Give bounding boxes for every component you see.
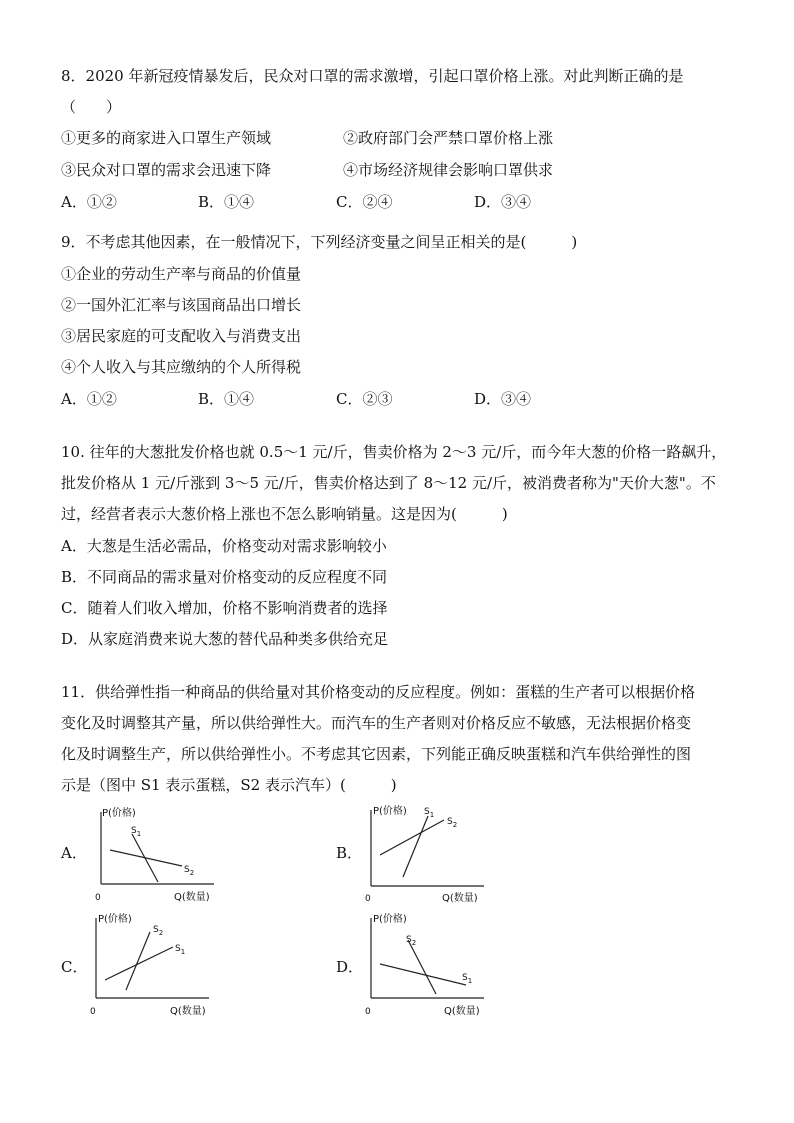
q9-item-4: ④个人收入与其应缴纳的个人所得税 [61,358,302,376]
flat-curve-label: $S_2$ [447,817,458,829]
y-axis-label: P(价格) [373,914,407,925]
q8-option-d[interactable]: D．③④ [474,193,532,211]
q11-option-b-label[interactable]: B． [336,844,363,862]
q9-option-d[interactable]: D．③④ [474,390,532,408]
q8-item-2: ②政府部门会严禁口罩价格上涨 [343,129,554,147]
steep-supply-curve [408,940,436,994]
q10-option-d[interactable]: D．从家庭消费来说大葱的替代品种类多供给充足 [61,630,389,648]
q11-graph-c [83,910,223,1022]
q11-stem-line3: 化及时调整生产，所以供给弹性小。不考虑其它因素，下列能正确反映蛋糕和汽车供给弹性的图 [61,745,692,763]
q8-option-c[interactable]: C．②④ [336,193,393,211]
q10-stem-line2: 批发价格从 1 元/斤涨到 3～5 元/斤，售卖价格达到了 8～12 元/斤，被消费者称为"天价大葱"。不 [61,474,716,492]
q8-option-a[interactable]: A．①② [61,193,117,211]
flat-curve-label: $S_1$ [175,944,186,956]
steep-curve-label: $S_1$ [424,807,435,819]
q11-graph-b [358,802,498,906]
q11-graph-d [358,910,498,1022]
q10-option-b[interactable]: B．不同商品的需求量对价格变动的反应程度不同 [61,568,388,586]
steep-supply-curve [403,816,428,877]
q10-stem-line3: 过，经营者表示大葱价格上涨也不怎么影响销量。这是因为( ) [61,505,508,523]
flat-curve-label: $S_1$ [462,973,473,985]
flat-supply-curve [380,820,444,855]
x-axis-label: Q(数量) [170,1006,206,1017]
q8-stem-line1: 8．2020 年新冠疫情暴发后，民众对口罩的需求激增，引起口罩价格上涨。对此判断正确的是 [61,67,684,85]
q9-item-3: ③居民家庭的可支配收入与消费支出 [61,327,302,345]
x-axis-label: Q(数量) [442,893,478,904]
q8-option-b[interactable]: B．①④ [198,193,255,211]
q10-option-c[interactable]: C．随着人们收入增加，价格不影响消费者的选择 [61,599,388,617]
q9-option-a[interactable]: A．①② [61,390,117,408]
q11-stem-line1: 11．供给弹性指一种商品的供给量对其价格变动的反应程度。例如：蛋糕的生产者可以根据价格 [61,683,696,701]
q8-item-3: ③民众对口罩的需求会迅速下降 [61,161,272,179]
steep-curve-label: $S_1$ [131,826,142,838]
q10-option-a[interactable]: A．大葱是生活必需品，价格变动对需求影响较小 [61,537,387,555]
q9-option-b[interactable]: B．①④ [198,390,255,408]
q11-option-c-label[interactable]: C． [61,958,88,976]
y-axis-label: P(价格) [373,806,407,817]
q11-option-d-label[interactable]: D． [336,958,364,976]
flat-supply-curve [105,947,173,980]
flat-supply-curve [380,964,466,985]
q11-graph-a [88,804,228,906]
q8-item-1: ①更多的商家进入口罩生产领域 [61,129,272,147]
q10-stem-line1: 10. 往年的大葱批发价格也就 0.5～1 元/斤，售卖价格为 2～3 元/斤，而今年大葱的价格一路飙升， [61,443,727,461]
q11-stem-line2: 变化及时调整其产量，所以供给弹性大。而汽车的生产者则对价格反应不敏感，无法根据价格变 [61,714,692,732]
origin-label: 0 [365,1007,371,1017]
q9-item-1: ①企业的劳动生产率与商品的价值量 [61,265,302,283]
q11-option-a-label[interactable]: A． [61,844,87,862]
steep-curve-label: $S_2$ [153,925,164,937]
q11-stem-line4: 示是（图中 S1 表示蛋糕，S2 表示汽车）( ) [61,776,397,794]
q9-stem: 9．不考虑其他因素，在一般情况下，下列经济变量之间呈正相关的是( ) [61,233,578,251]
y-axis-label: P(价格) [98,914,132,925]
steep-supply-curve [126,932,150,990]
q8-stem-line2: （ ） [61,98,122,116]
y-axis-label: P(价格) [102,808,136,819]
q9-option-c[interactable]: C．②③ [336,390,393,408]
q9-item-2: ②一国外汇汇率与该国商品出口增长 [61,296,302,314]
q8-item-4: ④市场经济规律会影响口罩供求 [343,161,554,179]
steep-curve-label: $S_2$ [406,935,417,947]
flat-supply-curve [110,850,182,866]
flat-curve-label: $S_2$ [184,865,195,877]
origin-label: 0 [365,894,371,904]
origin-label: 0 [95,893,101,903]
origin-label: 0 [90,1007,96,1017]
x-axis-label: Q(数量) [444,1006,480,1017]
x-axis-label: Q(数量) [174,892,210,903]
